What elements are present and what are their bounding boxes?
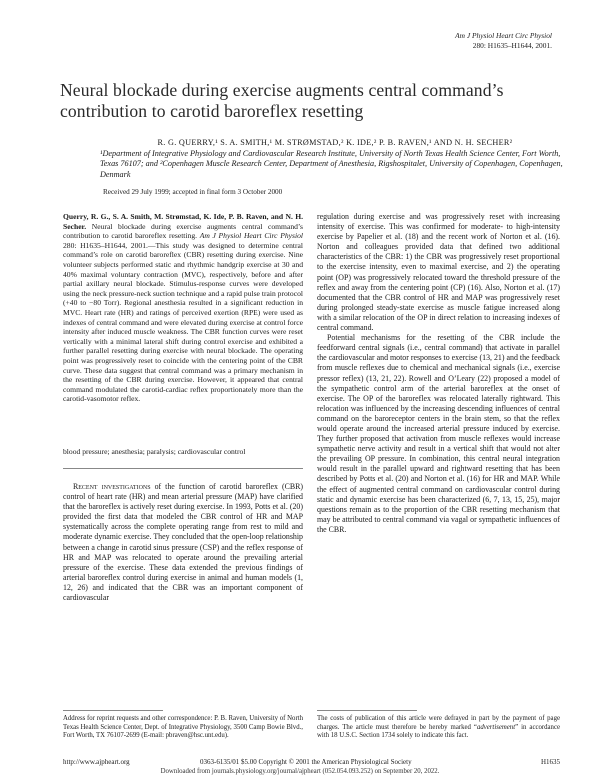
abstract-body: 280: H1635–H1644, 2001.—This study was designed to determine central command’s role on carotid baroreflex (CBR) resetting during exercise. Nine volunteer subjects performed static and rhythmic handgrip exercise at 30 and 40% maximal voluntary contraction (MVC), respectively, before and after partial axillary neural blockade. Stimulus-response curves were developed using the neck pressure-neck suction technique and a rapid pulse train protocol (+40 to −80 Torr). Regional anesthesia resulted in a significant reduction in MVC. Heart rate (HR) and ratings of perceived exertion (RPE) were used as indexes of central command and were elevated during exercise at control force intensity after induced muscle weakness. The CBR function curves were reset vertically with a minimal lateral shift during control exercise and exhibited a further parallel resetting during exercise with neural blockade. The operating point was progressively reset to coincide with the centering point of the CBR curve. These data suggest that central command was a primary mechanism in the resetting of the CBR during exercise. However, it appeared that central command modulated the carotid-cardiac reflex proportionately more than the carotid-vasomotor reflex. — [63, 240, 303, 404]
copyright-line: 0363-6135/01 $5.00 Copyright © 2001 the American Physiological Society — [200, 758, 412, 766]
intro-lead: Recent investigations — [73, 482, 151, 491]
keywords-divider — [63, 468, 303, 469]
author-list: R. G. QUERRY,¹ S. A. SMITH,¹ M. STRØMSTAD,² K. IDE,² P. B. RAVEN,¹ AND N. H. SECHER² — [157, 138, 513, 147]
abstract-journal: Am J Physiol Heart Circ Physiol — [199, 231, 303, 241]
keywords: blood pressure; anesthesia; paralysis; cardiovascular control — [63, 447, 246, 456]
page-charges-footnote — [317, 715, 560, 741]
author-block — [100, 138, 570, 180]
page-number: H1635 — [540, 758, 560, 766]
right-paragraph-1: regulation during exercise and was progressively reset with increasing intensity of exercise. This was confirmed for moderate- to high-intensity exercise by Papelier et al. (18) and the recent work of Norton et al. (16). Norton and colleagues provided data that defined two additional characteristics of the CBR: 1) the CBR was progressively reset proportional to the exercise intensity, even to maximal exercise, and 2) the operating point (OP) was progressively relocated toward the threshold pressure of the reflex and away from the centering point (CP) (16). Also, Norton et al. (17) documented that the CBR control of HR and MAP was progressively reset during prolonged steady-state exercise as muscle fatigue increased along with a similar relocation of the OP in direct relation to increasing indexes of central command. — [317, 212, 560, 333]
footnote-divider-left — [63, 710, 163, 711]
page-charges-text-a: The costs of publication of this article were defrayed in part by the payment of page charges. The article must therefore be hereby marked “ — [317, 715, 560, 731]
right-column — [317, 212, 560, 535]
correspondence-footnote: Address for reprint requests and other correspondence: P. B. Raven, University of North Texas Health Science Center, Dept. of Integrative Physiology, 3500 Camp Bowie Blvd., Fort Worth, TX 76107-2699 (E-mail: pbraven@hsc.unt.edu). — [63, 715, 303, 740]
abstract-authors: Querry, R. G., S. A. Smith, M. Strømstad, K. Ide, P. B. Raven, and N. H. Secher. — [63, 212, 303, 231]
journal-pages: 280: H1635–H1644, 2001. — [472, 40, 552, 50]
introduction — [63, 482, 303, 603]
journal-name: Am J Physiol Heart Circ Physiol — [455, 31, 552, 40]
abstract-title-part: Neural blockade during exercise augments central command’s contribution to carotid baroreflex resetting. — [63, 221, 303, 241]
download-notice: Downloaded from journals.physiology.org/journal/ajpheart (052.054.093.252) on September 20, 2022. — [160, 768, 440, 775]
footnote-divider-right — [317, 710, 417, 711]
article-title: Neural blockade during exercise augments central command’s contribution to carotid baroreflex resetting — [60, 80, 504, 121]
received-dates: Received 29 July 1999; accepted in final form 3 October 2000 — [103, 188, 283, 196]
journal-header — [455, 31, 552, 50]
abstract — [63, 212, 303, 404]
intro-text: of the function of carotid baroreflex (CBR) control of heart rate (HR) and mean arterial pressure (MAP) have clarified that the baroreflex is actively reset during exercise. In 1993, Potts et al. (20) provided the first data that modeled the CBR control of HR and MAP systematically across the complete operating range from rest to mild and moderate dynamic exercise. They concluded that the open-loop relationship between a change in carotid sinus pressure (CSP) and the reflex response of HR and MAP was relocated to operate around the prevailing arterial pressure of the exercise. These data extended the previous findings of arterial baroreflex control during exercise in animal and human models (1, 12, 26) and indicated that the CBR was an important component of cardiovascular — [63, 482, 304, 603]
affiliations: ¹Department of Integrative Physiology and Cardiovascular Research Institute, University of North Texas Health Science Center, Fort Worth, Texas 76107; and ²Copenhagen Muscle Research Center, Department of Anesthesia, Rigshospitalet, University of Copenhagen, Copenhagen, Denmark — [100, 148, 563, 179]
right-paragraph-2: Potential mechanisms for the resetting of the CBR include the feedforward central signals (i.e., central command) that activate in parallel the cardiovascular and motor responses to exercise (13, 21) and the feedback from muscle reflexes due to chemical and mechanical signals (i.e., exercise pressor reflex) (13, 21, 22). Rowell and O’Leary (22) proposed a model of the sympathetic control arm of the arterial baroreflex at the onset of exercise. The OP of the baroreflex was relocated laterally rightward. This relocation was influenced by the increasing descending influences of central command on the baroreceptor centers in the brain stem, so that the reflex would operate around the increased arterial pressure induced by exercise. They further proposed that activation from muscle reflexes would increase sympathetic nerve activity and result in a vertical shift that would not alter the prevailing OP pressure. In combination, this central neural integration would result in the parallel upward and rightward resetting that has been described by Potts et al. (20) and Norton et al. (16) for HR and MAP. While the effect of augmented central command on cardiovascular control during static and dynamic exercise has been characterized (6, 7, 13, 15, 25), major questions remain as to the proportion of the CBR resetting mechanism that may be attributed to central command via vagal or sympathetic influences of the CBR. — [317, 333, 560, 534]
page-charges-text-b: ” in accordance with 18 U.S.C. Section 1734 solely to indicate this fact. — [317, 723, 560, 740]
page-charges-advertisement: advertisement — [476, 723, 516, 731]
journal-url[interactable]: http://www.ajpheart.org — [63, 758, 130, 766]
